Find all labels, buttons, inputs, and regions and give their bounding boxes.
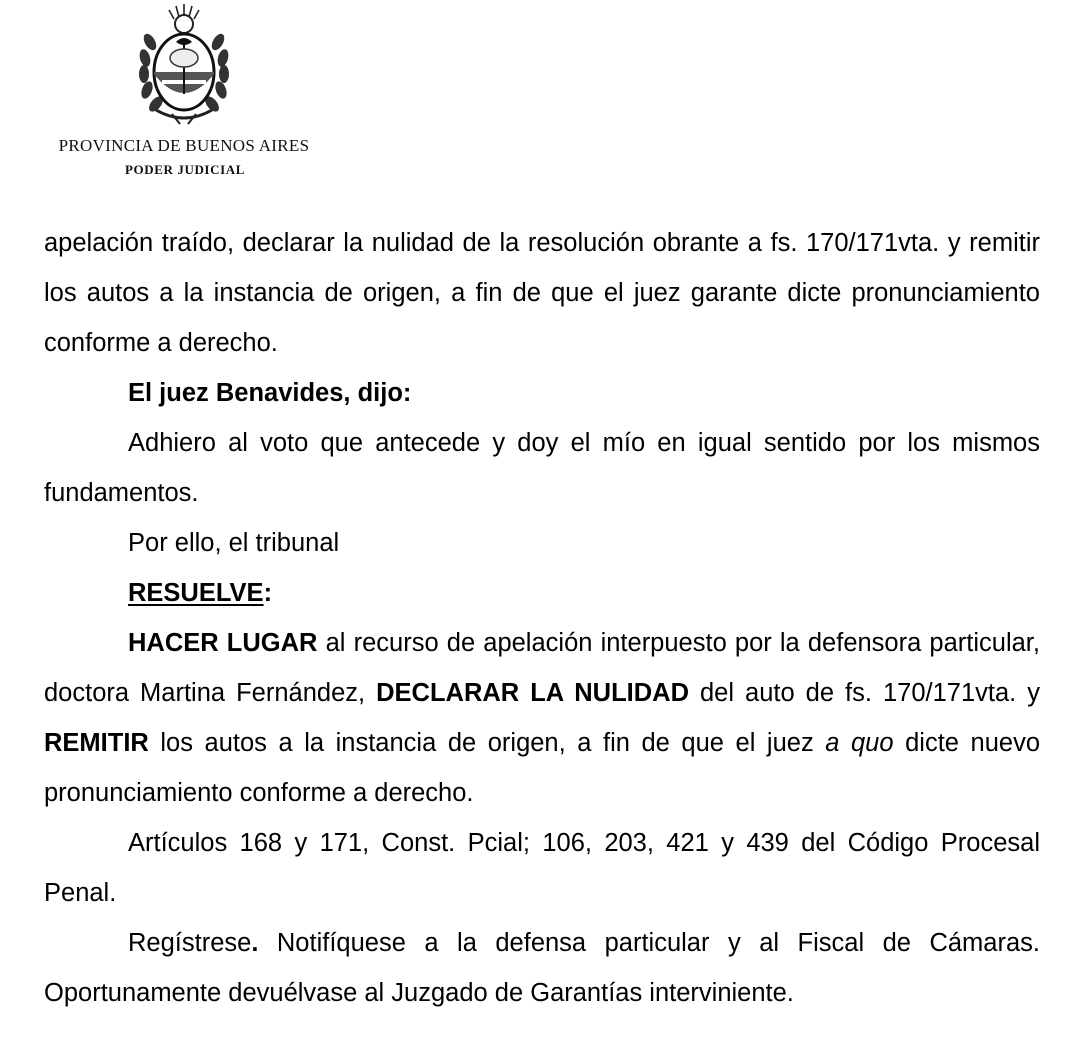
document-body	[44, 218, 1040, 1018]
paragraph-legal-articles: Artículos 168 y 171, Const. Pcial; 106, 203, 421 y 439 del Código Procesal Penal.	[44, 829, 1040, 907]
resolution-text-4: dicte nuevo pronunciamiento conforme a derecho.	[44, 729, 1041, 807]
resuelve-label: RESUELVE	[128, 579, 264, 607]
register-dot: .	[251, 929, 259, 957]
paragraph-therefore: Por ello, el tribunal	[128, 529, 340, 557]
resolution-text-1: al recurso de apelación interpuesto por la defensora particular, doctora Martina Fernández,	[44, 629, 1040, 707]
paragraph-ruling-summary: apelación traído, declarar la nulidad de la resolución obrante a fs. 170/171vta. y remitir los autos a la instancia de origen, a fin de que el juez garante dicte pronunciamiento conforme a derecho.	[44, 229, 1040, 357]
resuelve-colon: :	[263, 579, 273, 607]
register-text: Regístrese	[128, 929, 252, 957]
resolution-a-quo: a quo	[825, 729, 894, 757]
resolution-text-3: los autos a la instancia de origen, a fin de que el juez	[148, 729, 826, 757]
resolution-text-2: del auto de fs. 170/171vta. y	[688, 679, 1040, 707]
resolution-heading	[44, 568, 1040, 618]
paragraph-adhesion: Adhiero al voto que antecede y doy el mío en igual sentido por los mismos fundamentos.	[44, 429, 1040, 507]
judge-heading	[44, 368, 1040, 418]
resolution-nullity: DECLARAR LA NULIDAD	[376, 679, 689, 707]
judge-heading-text: El juez Benavides, dijo:	[128, 379, 412, 407]
paragraph-notification	[44, 918, 1040, 1018]
paragraph-resolution	[44, 618, 1040, 818]
resolution-grant: HACER LUGAR	[128, 629, 318, 657]
judicial-branch-name: PODER JUDICIAL	[125, 162, 245, 177]
letterhead	[0, 0, 380, 200]
province-name: PROVINCIA DE BUENOS AIRES	[58, 136, 310, 155]
coat-of-arms-seal-icon	[136, 2, 232, 128]
notification-text: Notifíquese a la defensa particular y al Fiscal de Cámaras. Oportunamente devuélvase al Juzgado de Garantías interviniente.	[44, 929, 1040, 1007]
resolution-remit: REMITIR	[44, 729, 149, 757]
